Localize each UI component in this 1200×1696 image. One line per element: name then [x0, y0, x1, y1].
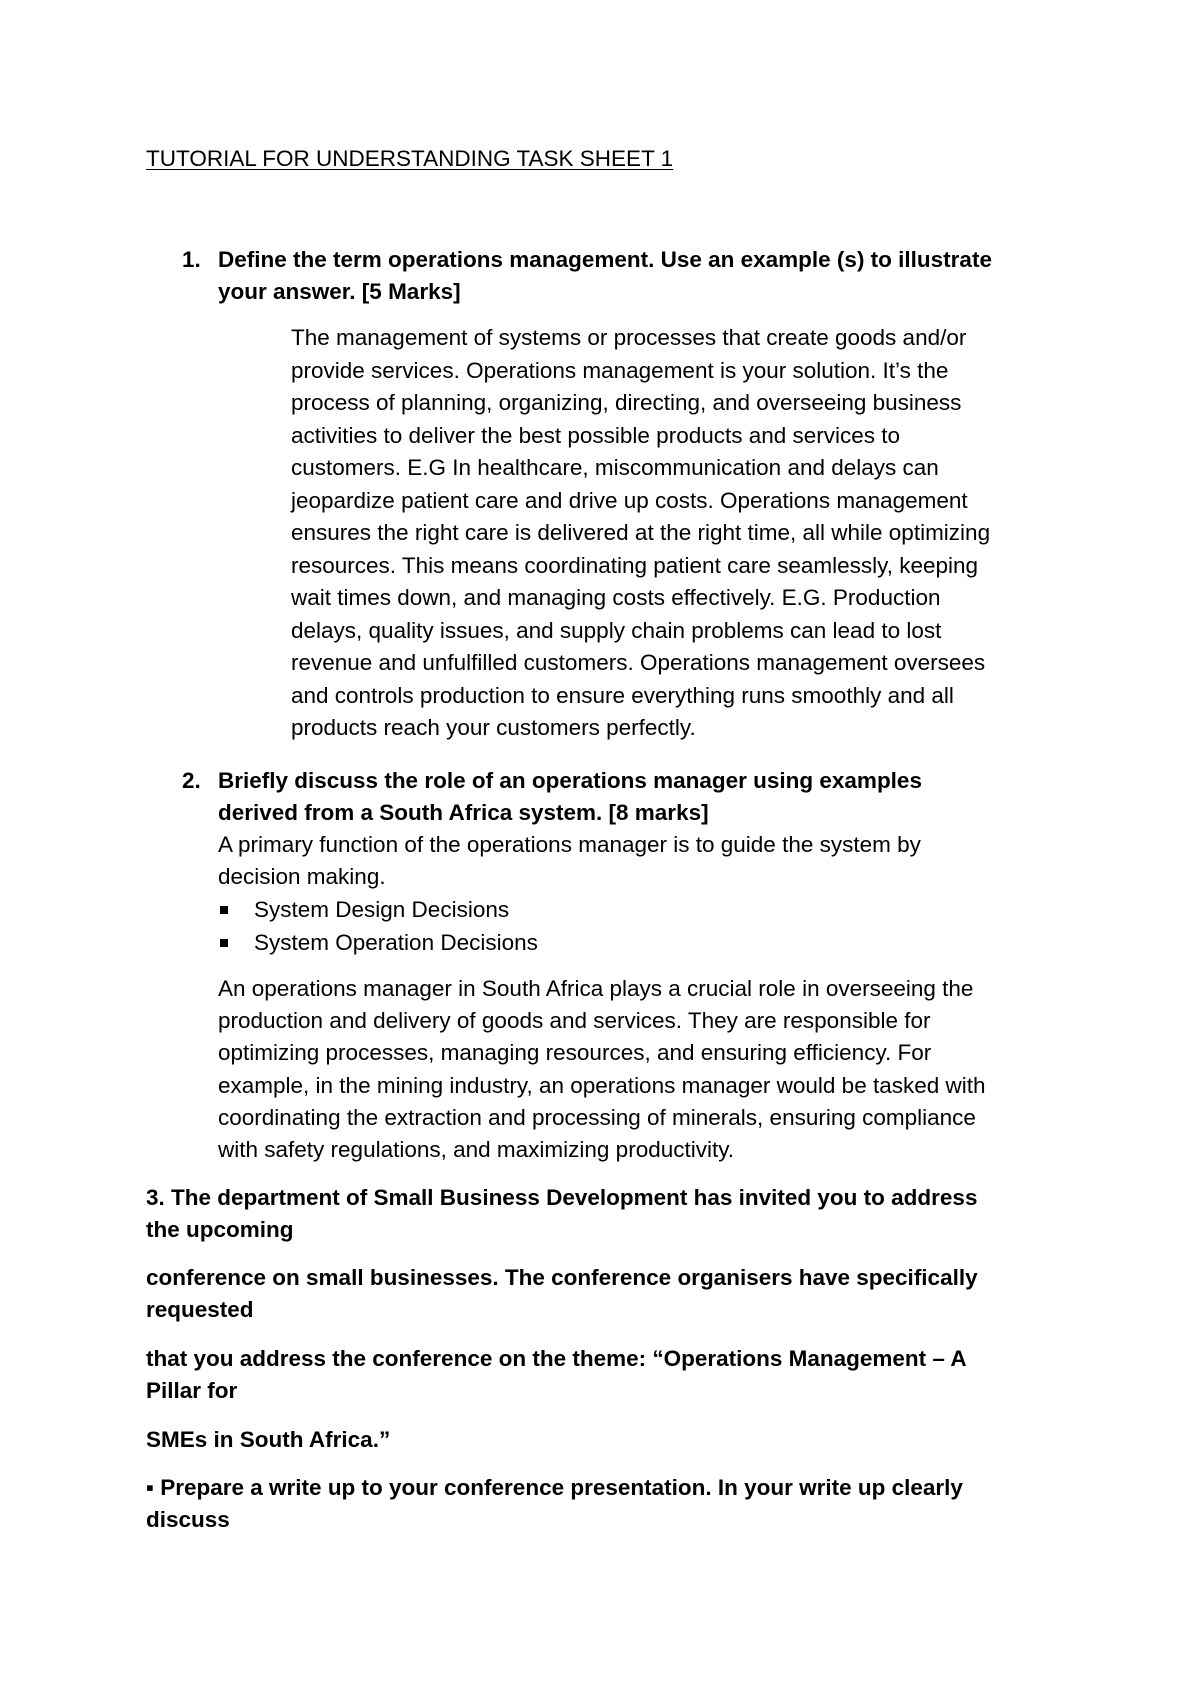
answer-line: The management of systems or processes that create goods and/or	[291, 325, 967, 350]
answer-line: coordinating the extraction and processing of minerals, ensuring compliance	[218, 1104, 976, 1130]
list-item-text: System Operation Decisions	[254, 929, 538, 955]
question-3-line: ▪ Prepare a write up to your conference presentation. In your write up clearly	[146, 1475, 963, 1500]
question-3-paragraph	[146, 1182, 1076, 1246]
answer-line: activities to deliver the best possible products and services to	[291, 422, 901, 448]
question-2-heading-line: Briefly discuss the role of an operations manager using examples	[218, 768, 922, 793]
question-3-line: discuss	[146, 1507, 230, 1532]
question-3-line: that you address the conference on the theme: “Operations Management – A	[146, 1346, 967, 1371]
answer-line: wait times down, and managing costs effectively. E.G. Production	[291, 585, 941, 610]
question-3-line: the upcoming	[146, 1217, 294, 1242]
question-3-line: Pillar for	[146, 1378, 238, 1403]
answer-line: production and delivery of goods and services. They are responsible for	[218, 1008, 931, 1034]
question-2-heading-line: derived from a South Africa system. [8 marks]	[218, 800, 709, 825]
question-2-answer	[218, 973, 986, 1166]
answer-line: example, in the mining industry, an operations manager would be tasked with	[218, 1072, 986, 1098]
question-3-paragraph	[146, 1472, 1076, 1536]
page-title: TUTORIAL FOR UNDERSTANDING TASK SHEET 1	[146, 146, 674, 171]
answer-line: provide services. Operations management is your solution. It’s the	[291, 357, 949, 383]
answer-line: revenue and unfulfilled customers. Operations management oversees	[291, 650, 986, 675]
question-2-number: 2.	[182, 768, 201, 793]
question-3-line: 3. The department of Small Business Development has invited you to address	[146, 1185, 978, 1210]
square-bullet-icon	[220, 939, 228, 947]
answer-line: delays, quality issues, and supply chain problems can lead to lost	[291, 617, 942, 643]
intro-line: decision making.	[218, 864, 386, 889]
question-1-answer	[291, 322, 990, 745]
answer-line: jeopardize patient care and drive up costs. Operations management	[291, 487, 968, 513]
question-3-paragraph	[146, 1343, 1076, 1407]
answer-line: ensures the right care is delivered at the right time, all while optimizing	[291, 520, 991, 545]
answer-line: customers. E.G In healthcare, miscommunication and delays can	[291, 455, 939, 480]
question-2-intro	[218, 829, 921, 893]
answer-line: resources. This means coordinating patient care seamlessly, keeping	[291, 552, 979, 578]
question-1-heading-line: your answer. [5 Marks]	[218, 279, 461, 304]
question-3-line: requested	[146, 1297, 254, 1322]
question-3-paragraph	[146, 1262, 1076, 1326]
square-bullet-icon	[220, 906, 228, 914]
question-3-paragraph	[146, 1424, 1076, 1456]
answer-line: optimizing processes, managing resources, and ensuring efficiency. For	[218, 1040, 932, 1066]
question-3-line: SMEs in South Africa.”	[146, 1427, 391, 1452]
intro-line: A primary function of the operations manager is to guide the system by	[218, 832, 921, 857]
answer-line: products reach your customers perfectly.	[291, 715, 696, 740]
list-item-text: System Design Decisions	[254, 897, 510, 922]
answer-line: and controls production to ensure everything runs smoothly and all	[291, 682, 954, 708]
answer-line: process of planning, organizing, directing, and overseeing business	[291, 390, 962, 415]
question-3-line: conference on small businesses. The conference organisers have specifically	[146, 1265, 978, 1290]
answer-line: with safety regulations, and maximizing productivity.	[218, 1137, 735, 1163]
question-1-number: 1.	[182, 247, 201, 272]
question-1-heading-line: Define the term operations management. Use an example (s) to illustrate	[218, 247, 992, 272]
answer-line: An operations manager in South Africa plays a crucial role in overseeing the	[218, 976, 974, 1001]
